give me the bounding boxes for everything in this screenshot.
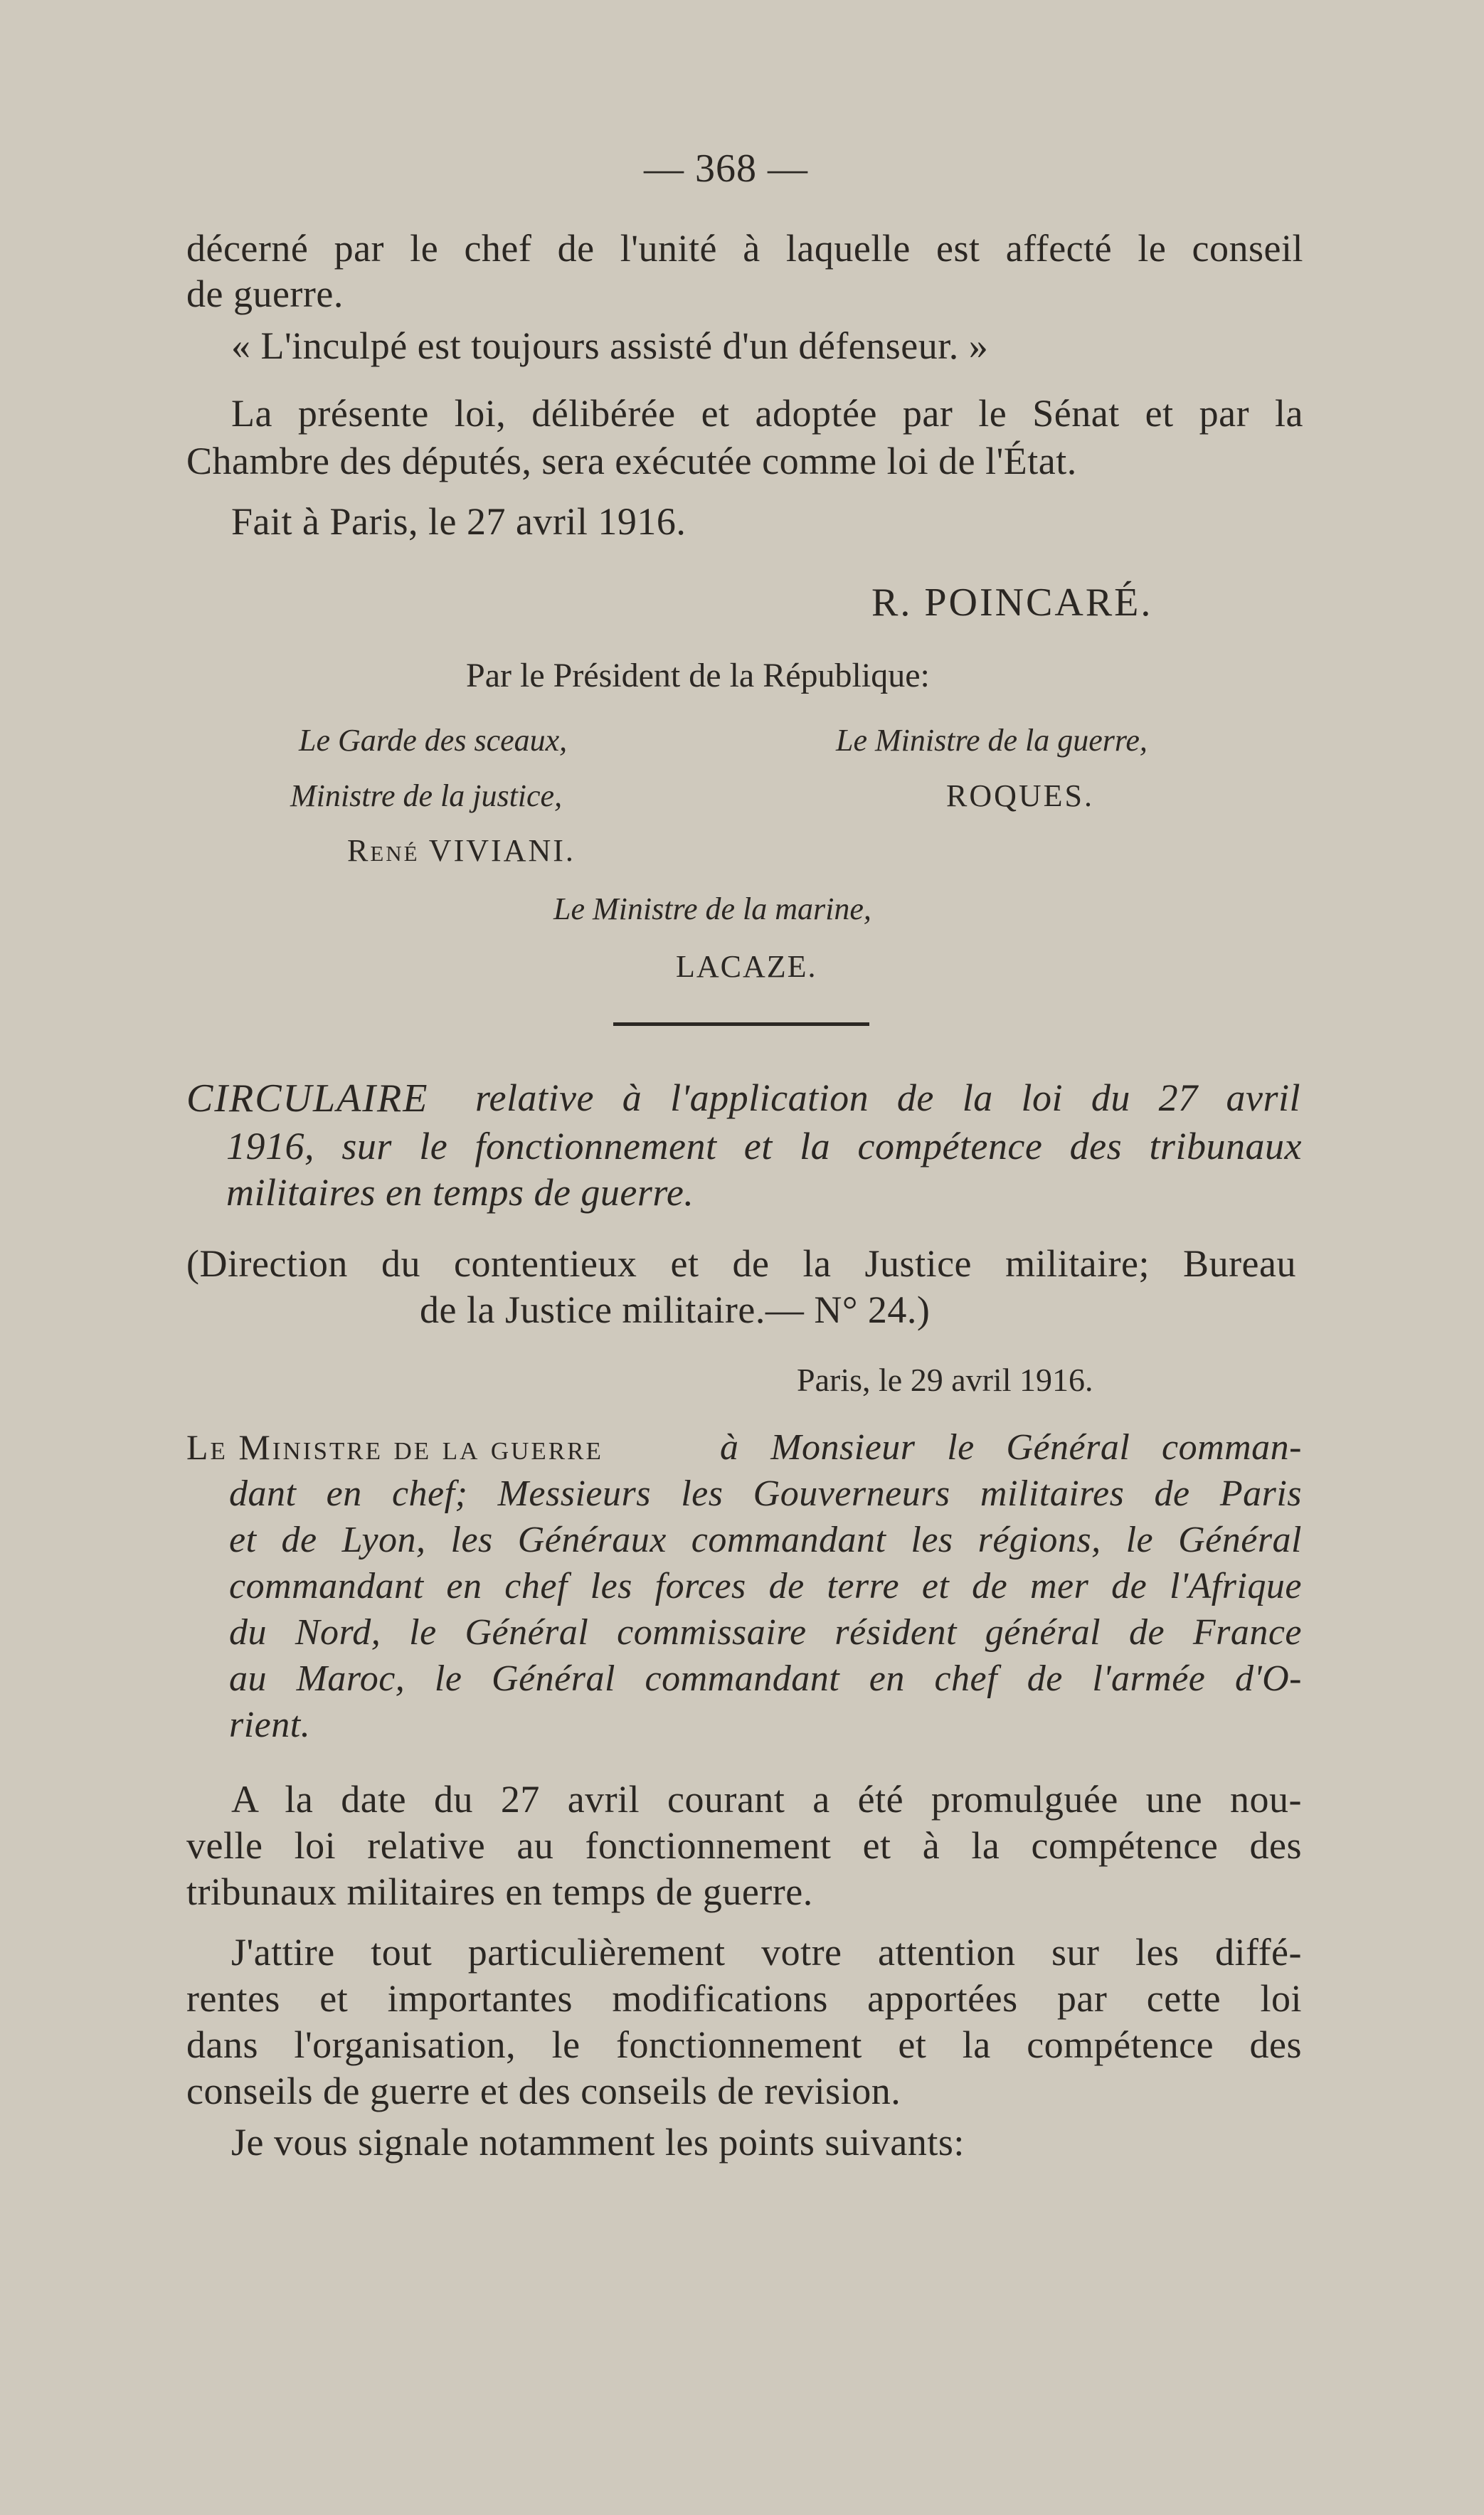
address-line: au Maroc, le Général commandant en chef de l'armée d'O- (229, 1658, 1302, 1699)
text-line: velle loi relative au fonctionnement et à la compétence des (186, 1824, 1302, 1867)
text-line: J'attire tout particulièrement votre attention sur les diffé- (231, 1931, 1302, 1974)
ministre-marine: Le Ministre de la marine, (553, 891, 871, 926)
address-line: à Monsieur le Général comman- (720, 1427, 1302, 1468)
text-line: Chambre des députés, sera exécutée comme loi de l'État. (186, 440, 1077, 482)
address-line: rient. (229, 1705, 311, 1745)
circulaire-title: militaires en temps de guerre. (226, 1171, 694, 1214)
signature-lacaze: LACAZE. (676, 949, 817, 984)
signature-roques: ROQUES. (946, 778, 1095, 813)
direction-line: (Direction du contentieux et de la Justice militaire; Bureau (186, 1242, 1296, 1285)
garde-des-sceaux: Le Garde des sceaux, (299, 723, 568, 758)
address-line: du Nord, le Général commissaire résident général de France (229, 1612, 1302, 1653)
text-line: La présente loi, délibérée et adoptée par le Sénat et par la (231, 392, 1303, 435)
par-le-president: Par le Président de la République: (466, 657, 930, 694)
address-line: dant en chef; Messieurs les Gouverneurs militaires de Paris (229, 1473, 1302, 1514)
text-line: Fait à Paris, le 27 avril 1916. (231, 500, 687, 543)
text-line: « L'inculpé est toujours assisté d'un défenseur. » (231, 324, 989, 367)
direction-line: de la Justice militaire.— N° 24.) (420, 1288, 931, 1331)
ministre-justice: Ministre de la justice, (290, 778, 563, 813)
signature-viviani: René VIVIANI. (347, 833, 576, 868)
circulaire-title: 1916, sur le fonctionnement et la compétence des tribunaux (226, 1125, 1302, 1168)
address-line: et de Lyon, les Généraux commandant les régions, le Général (229, 1520, 1302, 1560)
address-line: commandant en chef les forces de terre et de mer de l'Afrique (229, 1566, 1302, 1606)
ministre-guerre: Le Ministre de la guerre, (836, 723, 1148, 758)
text-line: rentes et importantes modifications apportées par cette loi (186, 1977, 1302, 2020)
circulaire-title: relative à l'application de la loi du 27 avril (475, 1076, 1300, 1119)
signature-president: R. POINCARÉ. (871, 581, 1153, 625)
text-line: Je vous signale notamment les points suivants: (231, 2121, 965, 2164)
text-line: dans l'organisation, le fonctionnement et la compétence des (186, 2023, 1302, 2066)
text-line: tribunaux militaires en temps de guerre. (186, 1870, 813, 1913)
text-line: de guerre. (186, 272, 344, 315)
circulaire-date: Paris, le 29 avril 1916. (797, 1362, 1093, 1398)
text-line: A la date du 27 avril courant a été promulguée une nou- (231, 1778, 1302, 1821)
page-number: — 368 — (644, 147, 808, 191)
address-sender: Le Ministre de la guerre (186, 1427, 603, 1467)
circulaire-title-word: CIRCULAIRE (186, 1076, 429, 1121)
text-line: décerné par le chef de l'unité à laquelle est affecté le conseil (186, 227, 1303, 270)
section-divider (613, 1022, 869, 1026)
text-line: conseils de guerre et des conseils de revision. (186, 2070, 901, 2112)
